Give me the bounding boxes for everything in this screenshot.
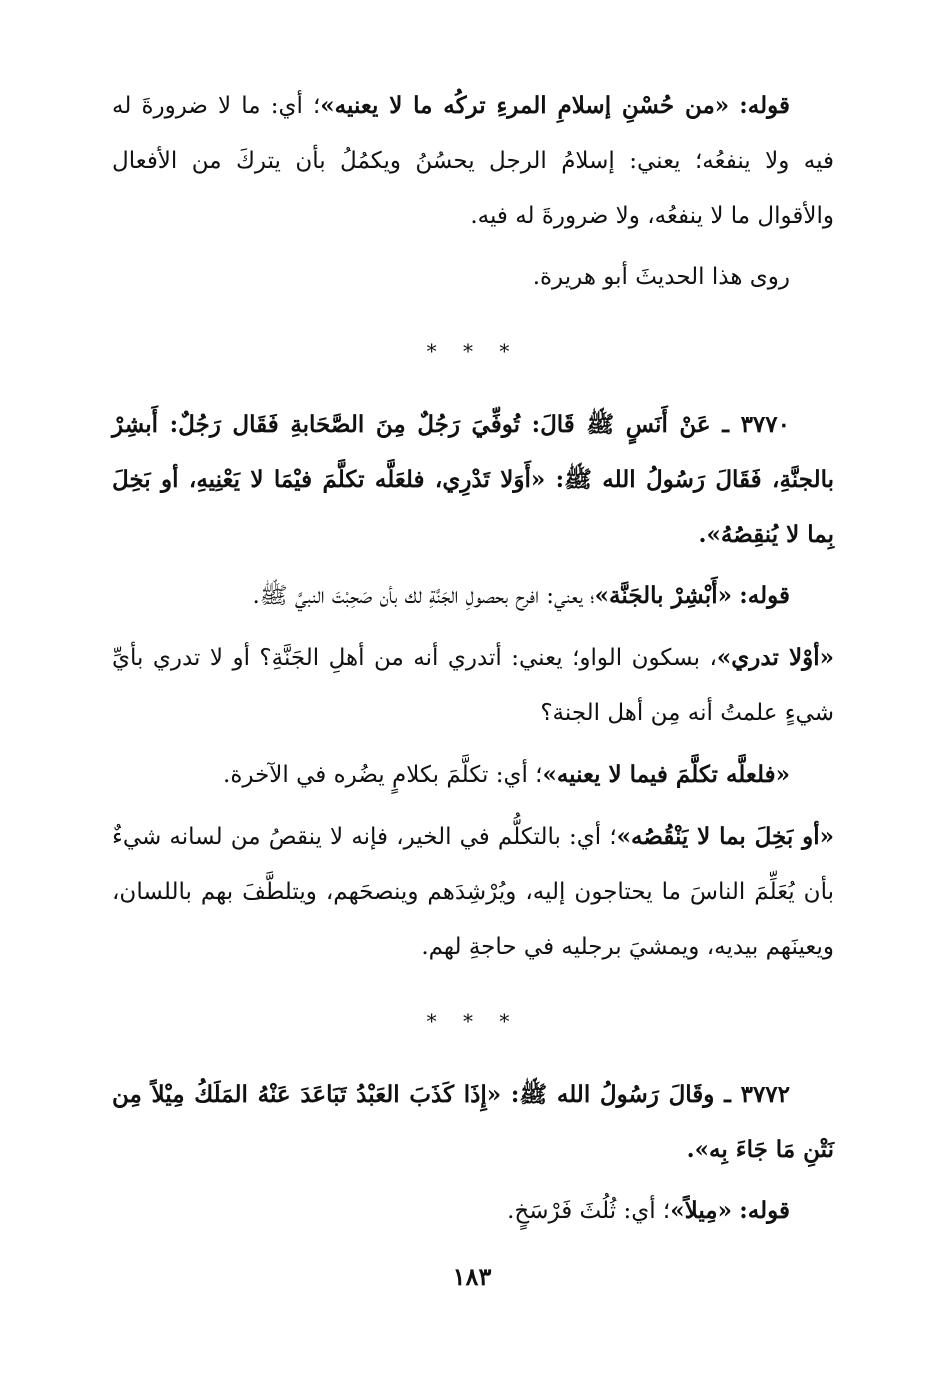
hadith-3772 xyxy=(112,1067,834,1177)
hadith-quote: «مِيلاً» xyxy=(670,1197,732,1224)
hadith-3770 xyxy=(112,397,834,562)
commentary-text: ؛ يعني: افرح بحصولِ الجَنَّةِ لك بأن صَحِبْتَ النبيَّ ﷺ. xyxy=(252,583,595,609)
commentary-text: ؛ أي: ثُلُثَ فَرْسَخٍ. xyxy=(507,1198,671,1224)
hadith-quote: «أوْلا تدري» xyxy=(716,644,834,671)
hadith-quote: «من حُسْنِ إسلامِ المرءِ تركُه ما لا يعنيه» xyxy=(320,92,730,119)
lead-word: قوله: xyxy=(739,582,790,609)
paragraph-1 xyxy=(112,78,834,244)
hadith-text: عَنْ أَنَسٍ ﷺ قَالَ: تُوفِّيَ رَجُلٌ مِنَ الصَّحَابةِ فَقَال رَجُلٌ: أَبشِرْ بالجنَّةِ، فَقَالَ رَسُولُ الله ﷺ: «أَوَلا تَدْرِي، فلعَلَّه تكلَّمَ فيْمَا لا يَعْنِيهِ، أو بَخِلَ بِما لا يُنقِصُهُ». xyxy=(112,411,834,548)
commentary-text: ؛ أي: ما لا ضرورةَ له فيه ولا ينفعُه؛ يعني: إسلامُ الرجل يحسُنُ ويكمُلُ بأن يتركَ من الأفعال والأقوال ما لا ينفعُه، ولا ضرورةَ له فيه. xyxy=(112,93,834,229)
hadith-text: وقَالَ رَسُولُ الله ﷺ: «إِذَا كَذَبَ العَبْدُ تَبَاعَدَ عَنْهُ المَلَكُ مِيْلاً مِن نَتْنِ مَا جَاءَ بِه». xyxy=(112,1081,834,1163)
lead-word: قوله: xyxy=(739,1197,790,1224)
hadith-number: ٣٧٧٢ ـ xyxy=(724,1081,791,1108)
commentary-text: ؛ أي: تكلَّمَ بكلامٍ يضُره في الآخرة. xyxy=(223,762,543,788)
page-body xyxy=(112,78,834,1245)
section-separator: * * * xyxy=(426,339,520,363)
commentary-text: ؛ أي: بالتكلُّم في الخير، فإنه لا ينقصُ من لسانه شيءٌ بأن يُعَلِّمَ الناسَ ما يحتاجون إليه، ويُرْشِدَهم وينصحَهم، ويتلطَّفَ بهم باللسان، ويعينَهم بيديه، ويمشيَ برجليه في حاجةِ لهم. xyxy=(112,824,834,960)
paragraph-7 xyxy=(112,1183,834,1239)
hadith-quote: «أو بَخِلَ بما لا يَنْقُصُه» xyxy=(616,823,834,850)
commentary-text: ، بسكون الواو؛ يعني: أتدري أنه من أهلِ الجَنَّةِ؟ أو لا تدري بأيِّ شيءٍ علمتُ أنه مِن أهل الجنة؟ xyxy=(112,645,834,726)
paragraph-3 xyxy=(112,568,834,624)
lead-word: قوله: xyxy=(739,92,790,119)
paragraph-5 xyxy=(112,747,834,803)
paragraph-6 xyxy=(112,809,834,975)
paragraph-4 xyxy=(112,630,834,741)
section-separator: * * * xyxy=(426,1009,520,1033)
page-number: ١٨٣ xyxy=(452,1262,492,1291)
hadith-number: ٣٧٧٠ ـ xyxy=(722,411,790,438)
paragraph-2: روى هذا الحديثَ أبو هريرة. xyxy=(532,264,790,290)
hadith-quote: «أَبْشِرْ بالجَنَّة» xyxy=(594,582,732,609)
hadith-quote: «فلعلَّه تكلَّمَ فيما لا يعنيه» xyxy=(542,761,790,788)
